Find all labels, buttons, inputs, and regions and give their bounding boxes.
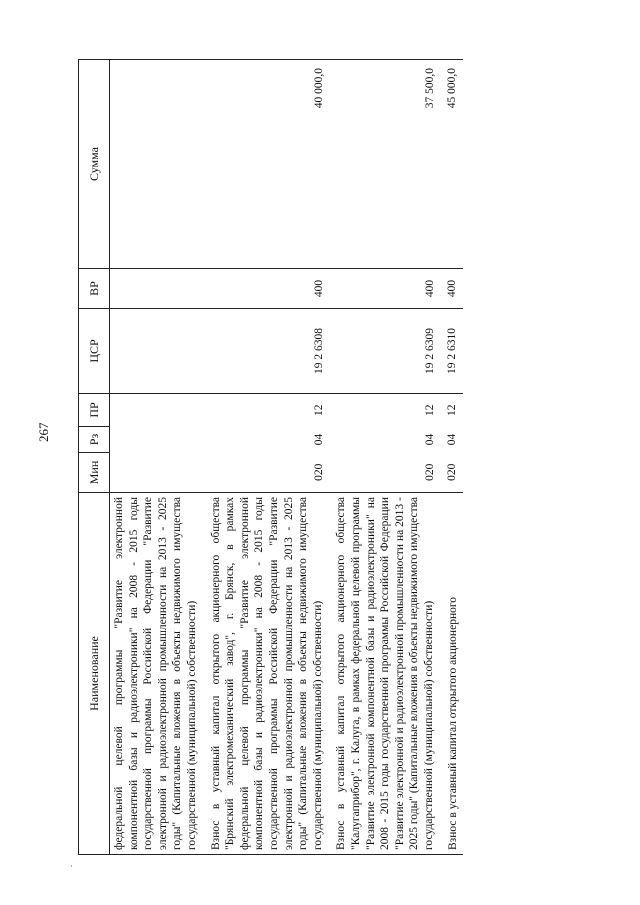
row-sum: 37 500,0 xyxy=(331,60,442,269)
row-min xyxy=(110,453,206,493)
header-sum: Сумма xyxy=(79,60,110,269)
row-pr: 12 xyxy=(442,394,463,427)
page-number: 267 xyxy=(36,422,51,442)
header-name: Наименование xyxy=(79,493,110,855)
table-row xyxy=(442,60,463,855)
row-rz xyxy=(110,427,206,453)
row-pr: 12 xyxy=(331,394,442,427)
row-csr: 19 2 6310 xyxy=(442,309,463,394)
row-name: Взнос в уставный капитал открытого акционерного общества "Калугаприбор", г. Калуга, в рамках федеральной целевой программы "Развитие электронной компонентной базы и радиоэлектроники" на 2008 - 2015 годы государственной программы Российской Федерации "Развитие электронной и радиоэлектронной промышленности на 2013 - 2025 годы" (Капитальные вложения в объекты недвижимого имущества государственной (муниципальной) собственности) xyxy=(331,493,442,855)
row-vr: 400 xyxy=(331,269,442,309)
row-min: 020 xyxy=(331,453,442,493)
table-row xyxy=(110,60,206,855)
row-pr: 12 xyxy=(206,394,332,427)
table-row xyxy=(206,60,332,855)
row-pr xyxy=(110,394,206,427)
row-min: 020 xyxy=(206,453,332,493)
row-csr: 19 2 6308 xyxy=(206,309,332,394)
row-vr: 400 xyxy=(442,269,463,309)
budget-table xyxy=(78,59,463,855)
row-rz: 04 xyxy=(424,433,437,446)
row-vr xyxy=(110,269,206,309)
row-name: Взнос в уставный капитал открытого акционерного xyxy=(442,493,463,855)
row-min: 020 xyxy=(442,453,463,493)
header-row xyxy=(79,60,110,855)
row-csr: 19 2 6309 xyxy=(331,309,442,394)
header-csr: ЦСР xyxy=(79,309,110,394)
row-name: федеральной целевой программы "Развитие электронной компонентной базы и радиоэлектроники" на 2008 - 2015 годы государственной программы Российской Федерации "Развитие электронной и радиоэлектронной промышленности на 2013 - 2025 годы" (Капитальные вложения в объекты недвижимого имущества государственной (муниципальной) собственности) xyxy=(110,493,206,855)
row-vr: 400 xyxy=(206,269,332,309)
header-min: Мин xyxy=(79,453,110,493)
row-rz: 04 xyxy=(446,433,459,446)
row-sum: 45 000,0 xyxy=(442,60,463,269)
row-sum: 40 000,0 xyxy=(206,60,332,269)
header-vr: ВР xyxy=(79,269,110,309)
scan-mark: · xyxy=(70,862,73,871)
header-rz: Рз xyxy=(79,427,110,453)
header-pr: ПР xyxy=(79,394,110,427)
table-row xyxy=(331,60,442,855)
rotated-page xyxy=(78,60,612,855)
row-sum xyxy=(110,60,206,269)
row-csr xyxy=(110,309,206,394)
row-rz: 04 xyxy=(313,433,326,446)
row-name: Взнос в уставный капитал открытого акционерного общества "Брянский электромеханический завод", г. Брянск, в рамках федеральной целевой программы "Развитие электронной компонентной базы и радиоэлектроники" на 2008 - 2015 годы государственной программы Российской Федерации "Развитие электронной и радиоэлектронной промышленности на 2013 - 2025 годы" (Капитальные вложения в объекты недвижимого имущества государственной (муниципальной) собственности) xyxy=(206,493,332,855)
